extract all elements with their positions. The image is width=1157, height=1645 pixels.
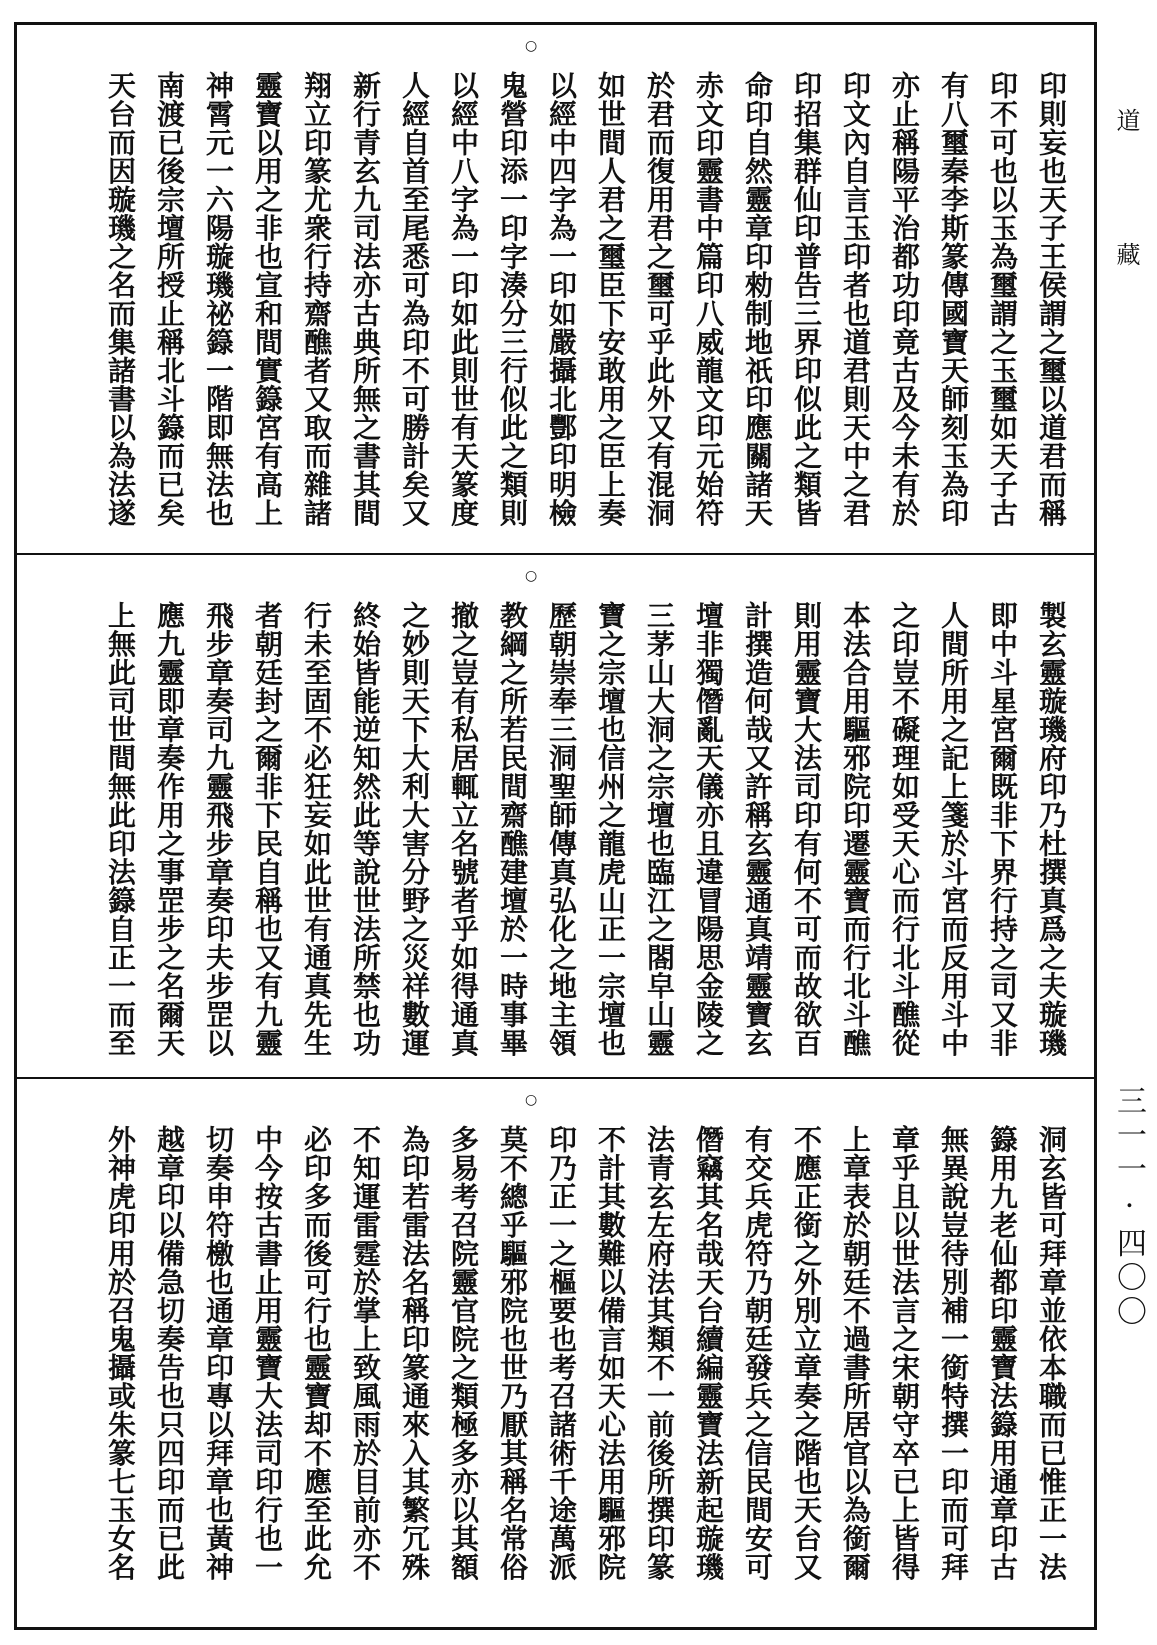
text-column: 終始皆能逆知然此等說世法所禁也功 xyxy=(349,601,382,1057)
text-column: 亦止稱陽平治都功印竟古及今未有於 xyxy=(888,71,921,527)
text-column: 壇非獨僭亂天儀亦且違冒陽思金陵之 xyxy=(692,601,725,1057)
text-column: 製玄靈璇璣府印乃杜撰真爲之夫璇璣 xyxy=(1035,601,1068,1057)
text-column: 印則妄也天子王侯謂之璽以道君而稱 xyxy=(1035,71,1068,527)
text-column: 靈寶以用之非也宣和間實籙宮有高上 xyxy=(251,71,284,527)
text-column: 法青玄左府法其類不一前後所撰印篆 xyxy=(643,1125,676,1581)
text-column: 神霄元一六陽璇璣祕籙一階即無法也 xyxy=(202,71,235,527)
text-column: 切奏申符檄也通章印專以拜章也黃神 xyxy=(202,1125,235,1581)
text-column: 越章印以備急切奏告也只四印而已此 xyxy=(153,1125,186,1581)
text-column: 章乎且以世法言之宋朝守卒已上皆得 xyxy=(888,1125,921,1581)
text-column: 人經自首至尾悉可為印不可勝計矣又 xyxy=(398,71,431,527)
scripture-page xyxy=(14,22,1097,1630)
text-column: 翔立印篆尤衆行持齋醮者又取而雜諸 xyxy=(300,71,333,527)
text-column: 於君而復用君之璽可乎此外又有混洞 xyxy=(643,71,676,527)
text-column: 如世間人君之璽臣下安敢用之臣上奏 xyxy=(594,71,627,527)
text-column: 之印豈不礙理如受天心而行北斗醮從 xyxy=(888,601,921,1057)
text-column: 飛步章奏司九靈飛步章奏印夫步罡以 xyxy=(202,601,235,1057)
text-column: 僭竊其名哉天台續編靈寶法新起璇璣 xyxy=(692,1125,725,1581)
margin-title-char: 藏 xyxy=(1116,241,1141,269)
text-columns xyxy=(94,601,1074,1057)
text-column: 為印若雷法名稱印篆通來入其繁冗殊 xyxy=(398,1125,431,1581)
text-column: 不計其數難以備言如天心法用驅邪院 xyxy=(594,1125,627,1581)
text-column: 以經中八字為一印如此則世有天篆度 xyxy=(447,71,480,527)
text-column: 本法合用驅邪院印遷靈寶而行北斗醮 xyxy=(839,601,872,1057)
panel-marker: ○ xyxy=(525,38,538,54)
text-column: 南渡已後宗壇所授止稱北斗籙而已矣 xyxy=(153,71,186,527)
text-column: 教綱之所若民間齋醮建壇於一時事畢 xyxy=(496,601,529,1057)
text-column: 上無此司世間無此印法籙自正一而至 xyxy=(104,601,137,1057)
panel-marker: ○ xyxy=(525,568,538,584)
text-column: 歷朝崇奉三洞聖師傳真弘化之地主領 xyxy=(545,601,578,1057)
text-column: 不應正銜之外別立章奏之階也天台又 xyxy=(790,1125,823,1581)
text-column: 必印多而後可行也靈寶却不應至此允 xyxy=(300,1125,333,1581)
text-column: 則用靈寶大法司印有何不可而故欲百 xyxy=(790,601,823,1057)
text-column: 有八璽秦李斯篆傳國寶天師刻玉為印 xyxy=(937,71,970,527)
page-margin xyxy=(1100,0,1157,1645)
text-column: 中今按古書止用靈寶大法司印行也一 xyxy=(251,1125,284,1581)
text-column: 應九靈即章奏作用之事罡步之名爾天 xyxy=(153,601,186,1057)
text-column: 有交兵虎符乃朝廷發兵之信民間安可 xyxy=(741,1125,774,1581)
text-column: 洞玄皆可拜章並依本職而已惟正一法 xyxy=(1035,1125,1068,1581)
page-number: 三一一 · 四〇〇 xyxy=(1111,1085,1146,1330)
text-column: 外神虎印用於召鬼攝或朱篆七玉女名 xyxy=(104,1125,137,1581)
text-column: 行未至固不必狂妄如此世有通真先生 xyxy=(300,601,333,1057)
text-column: 不知運雷霆於掌上致風雨於目前亦不 xyxy=(349,1125,382,1581)
text-columns xyxy=(94,71,1074,527)
text-column: 人間所用之記上箋於斗宮而反用斗中 xyxy=(937,601,970,1057)
text-column: 之妙則天下大利大害分野之災祥數運 xyxy=(398,601,431,1057)
margin-title-char: 道 xyxy=(1116,107,1141,135)
text-column: 寶之宗壇也信州之龍虎山正一宗壇也 xyxy=(594,601,627,1057)
text-column: 印不可也以玉為璽謂之玉璽如天子古 xyxy=(986,71,1019,527)
text-column: 莫不總乎驅邪院也世乃厭其稱名常俗 xyxy=(496,1125,529,1581)
text-column: 印乃正一之樞要也考召諸術千途萬派 xyxy=(545,1125,578,1581)
text-panel-1 xyxy=(17,25,1094,555)
text-column: 印文內自言玉印者也道君則天中之君 xyxy=(839,71,872,527)
panel-marker: ○ xyxy=(525,1092,538,1108)
text-column: 以經中四字為一印如嚴攝北酆印明檢 xyxy=(545,71,578,527)
text-column: 計撰造何哉又許稱玄靈通真靖靈寶玄 xyxy=(741,601,774,1057)
text-column: 鬼營印添一印字湊分三行似此之類則 xyxy=(496,71,529,527)
text-column: 命印自然靈章印勑制地祇印應關諸天 xyxy=(741,71,774,527)
text-columns xyxy=(94,1125,1074,1581)
text-column: 天台而因璇璣之名而集諸書以為法遂 xyxy=(104,71,137,527)
text-column: 無異說豈待別補一銜特撰一印而可拜 xyxy=(937,1125,970,1581)
text-column: 撤之豈有私居輒立名號者乎如得通真 xyxy=(447,601,480,1057)
text-column: 印招集群仙印普告三界印似此之類皆 xyxy=(790,71,823,527)
text-column: 三茅山大洞之宗壇也臨江之閤皁山靈 xyxy=(643,601,676,1057)
text-panel-3 xyxy=(17,1079,1094,1627)
text-column: 即中斗星宮爾既非下界行持之司又非 xyxy=(986,601,1019,1057)
text-column: 籙用九老仙都印靈寶法籙用通章印古 xyxy=(986,1125,1019,1581)
text-column: 上章表於朝廷不過書所居官以為銜爾 xyxy=(839,1125,872,1581)
text-panel-2 xyxy=(17,555,1094,1079)
text-column: 新行青玄九司法亦古典所無之書其間 xyxy=(349,71,382,527)
text-column: 多易考召院靈官院之類極多亦以其額 xyxy=(447,1125,480,1581)
text-column: 赤文印靈書中篇印八威龍文印元始符 xyxy=(692,71,725,527)
text-column: 者朝廷封之爾非下民自稱也又有九靈 xyxy=(251,601,284,1057)
